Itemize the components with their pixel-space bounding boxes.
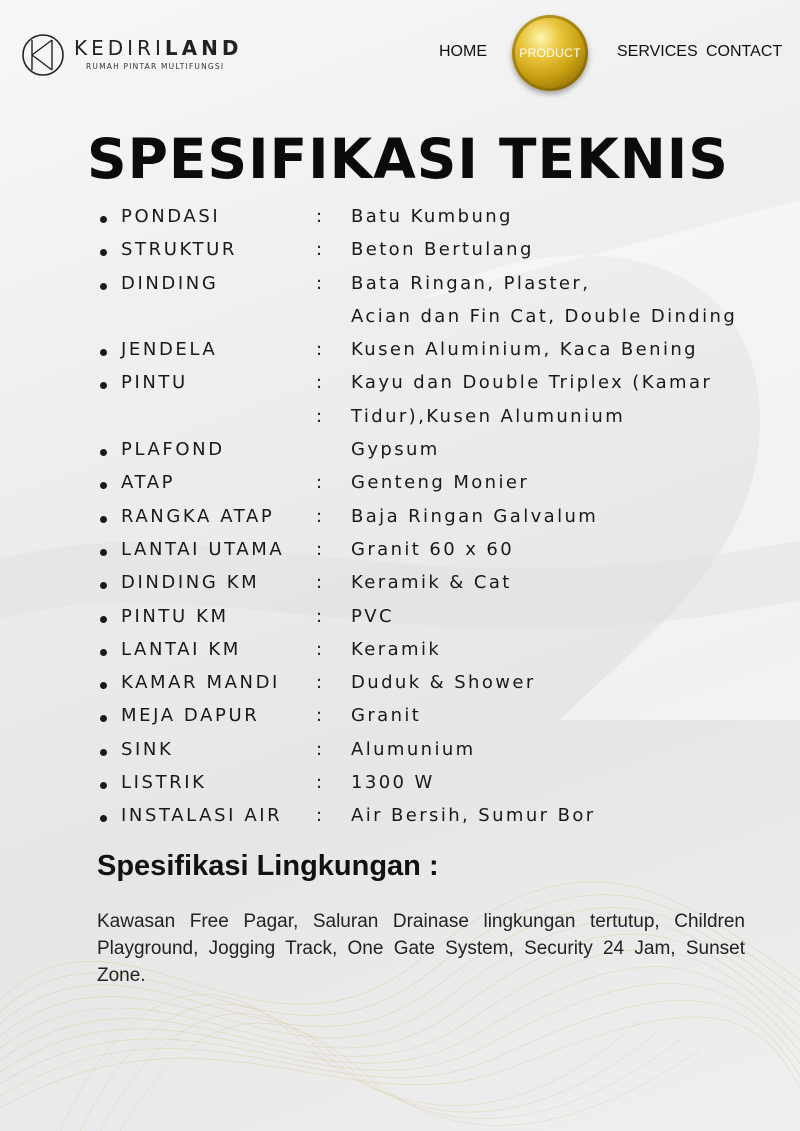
spec-value: Genteng Monier xyxy=(351,472,530,494)
brand-logo[interactable] xyxy=(20,32,242,78)
kediriland-logo-icon xyxy=(20,32,66,78)
spec-label: PLAFOND xyxy=(121,439,225,461)
site-header xyxy=(0,0,800,110)
bullet-icon xyxy=(100,216,107,223)
spec-label: ATAP xyxy=(121,472,176,494)
spec-label: LISTRIK xyxy=(121,772,207,794)
bullet-icon xyxy=(100,349,107,356)
nav-home[interactable]: HOME xyxy=(439,43,487,60)
spec-value: Batu Kumbung xyxy=(351,206,513,227)
spec-label: MEJA DAPUR xyxy=(121,705,260,727)
bullet-icon xyxy=(100,249,107,256)
spec-separator: : xyxy=(316,538,325,560)
spec-row xyxy=(100,701,790,734)
spec-row xyxy=(100,468,790,501)
spec-label: RANGKA ATAP xyxy=(121,505,275,527)
spec-label: SINK xyxy=(121,738,174,760)
spec-separator: : xyxy=(316,505,325,527)
spec-label: JENDELA xyxy=(121,339,218,361)
nav-product-button[interactable] xyxy=(512,15,588,91)
brand-name-bold: LAND xyxy=(164,36,243,60)
environment-title: Spesifikasi Lingkungan : xyxy=(97,850,439,882)
spec-value: Granit 60 x 60 xyxy=(351,538,515,560)
spec-value: Alumunium xyxy=(351,738,476,760)
bullet-icon xyxy=(100,715,107,722)
spec-value: Keramik xyxy=(351,638,442,660)
spec-label: STRUKTUR xyxy=(121,239,237,261)
spec-row xyxy=(100,335,790,368)
nav-services[interactable]: SERVICES xyxy=(617,43,698,60)
spec-row xyxy=(100,202,790,235)
bullet-icon xyxy=(100,815,107,822)
spec-value: Tidur),Kusen Alumunium xyxy=(351,405,626,427)
spec-label: PINTU KM xyxy=(121,605,229,627)
spec-label: LANTAI UTAMA xyxy=(121,538,285,560)
bullet-icon xyxy=(100,582,107,589)
brand-text xyxy=(74,32,242,71)
spec-value: 1300 W xyxy=(351,772,435,794)
spec-value: Granit xyxy=(351,705,422,727)
spec-separator: : xyxy=(316,638,325,660)
spec-label: INSTALASI AIR xyxy=(121,805,283,827)
spec-separator: : xyxy=(316,372,325,394)
spec-separator: : xyxy=(316,805,325,827)
spec-separator: : xyxy=(316,605,325,627)
spec-row xyxy=(100,602,790,635)
page-title: SPESIFIKASI TEKNIS xyxy=(87,127,729,191)
spec-value: Air Bersih, Sumur Bor xyxy=(351,805,596,827)
nav-contact[interactable]: CONTACT xyxy=(706,43,783,60)
bullet-icon xyxy=(100,616,107,623)
spec-value: Bata Ringan, Plaster, xyxy=(351,272,591,294)
spec-separator: : xyxy=(316,572,325,594)
bullet-icon xyxy=(100,649,107,656)
spec-label: KAMAR MANDI xyxy=(121,672,280,694)
spec-value: Keramik & Cat xyxy=(351,572,512,594)
bullet-icon xyxy=(100,549,107,556)
spec-row xyxy=(100,768,790,801)
spec-label: DINDING xyxy=(121,272,219,294)
spec-label: LANTAI KM xyxy=(121,638,241,660)
spec-row xyxy=(100,269,790,302)
spec-label: DINDING KM xyxy=(121,572,260,594)
brand-tagline: RUMAH PINTAR MULTIFUNGSI xyxy=(86,62,225,71)
bullet-icon xyxy=(100,283,107,290)
spec-row xyxy=(100,302,790,335)
spec-row xyxy=(100,635,790,668)
spec-value: Beton Bertulang xyxy=(351,239,534,261)
spec-row xyxy=(100,235,790,268)
spec-row xyxy=(100,502,790,535)
spec-row xyxy=(100,735,790,768)
spec-separator: : xyxy=(316,339,325,361)
bullet-icon xyxy=(100,782,107,789)
bullet-icon xyxy=(100,482,107,489)
spec-value: Kusen Aluminium, Kaca Bening xyxy=(351,339,698,361)
spec-row xyxy=(100,435,790,468)
bullet-icon xyxy=(100,449,107,456)
spec-value: PVC xyxy=(351,605,394,627)
spec-separator: : xyxy=(316,738,325,760)
bullet-icon xyxy=(100,516,107,523)
brand-name xyxy=(74,36,242,60)
spec-row xyxy=(100,801,790,834)
spec-separator: : xyxy=(316,405,325,427)
spec-row xyxy=(100,402,790,435)
spec-row xyxy=(100,535,790,568)
spec-row xyxy=(100,368,790,401)
bullet-icon xyxy=(100,382,107,389)
spec-separator: : xyxy=(316,472,325,494)
spec-label: PONDASI xyxy=(121,206,221,227)
spec-value: Kayu dan Double Triplex (Kamar xyxy=(351,372,713,394)
spec-value: Baja Ringan Galvalum xyxy=(351,505,599,527)
spec-separator: : xyxy=(316,772,325,794)
spec-separator: : xyxy=(316,672,325,694)
spec-list xyxy=(100,202,790,835)
spec-separator: : xyxy=(316,705,325,727)
spec-separator: : xyxy=(316,206,325,227)
spec-value: Acian dan Fin Cat, Double Dinding xyxy=(351,305,738,327)
spec-separator: : xyxy=(316,272,325,294)
environment-description: Kawasan Free Pagar, Saluran Drainase lingkungan tertutup, Children Playground, Jogging Track, One Gate System, Security 24 Jam, Sunset Zone. xyxy=(97,911,745,986)
spec-row xyxy=(100,668,790,701)
spec-value: Duduk & Shower xyxy=(351,672,536,694)
spec-row xyxy=(100,568,790,601)
brand-name-light: KEDIRI xyxy=(74,36,165,60)
nav-product-label: PRODUCT xyxy=(519,46,581,60)
bullet-icon xyxy=(100,682,107,689)
spec-value: Gypsum xyxy=(351,439,440,461)
spec-label: PINTU xyxy=(121,372,188,394)
bullet-icon xyxy=(100,749,107,756)
spec-separator: : xyxy=(316,239,325,261)
